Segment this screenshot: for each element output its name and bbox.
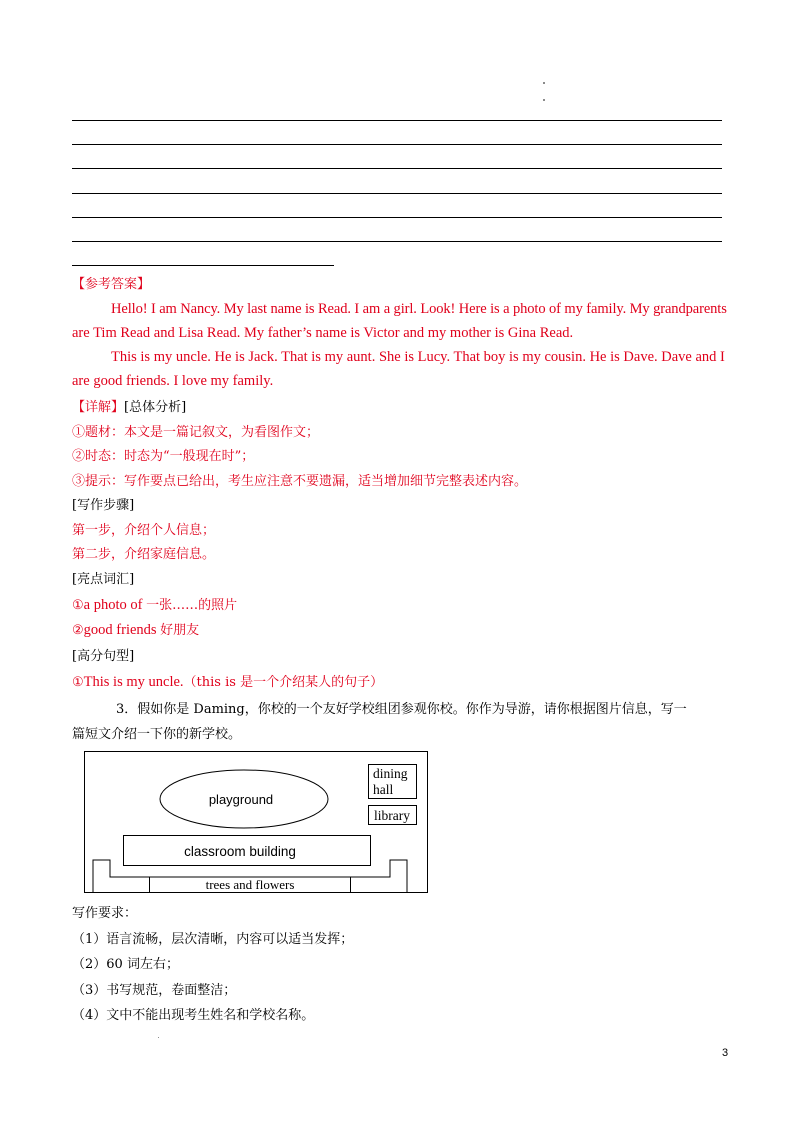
sentence-item-1 (72, 673, 383, 692)
scan-mark (543, 82, 545, 84)
writing-line (72, 120, 722, 121)
analysis-item-2: ②时态：时态为“一般现在时”； (72, 449, 255, 464)
school-map-diagram (84, 751, 428, 893)
writing-line (72, 217, 722, 218)
requirement-4: （4）文中不能出现考生姓名和学校名称。 (72, 1008, 315, 1023)
vocab-chinese: 好朋友 (160, 623, 200, 638)
library-label: library (374, 808, 410, 823)
vocab-number: ② (72, 623, 84, 638)
page-number: 3 (722, 1047, 729, 1059)
answer-header: 【参考答案】 (72, 277, 151, 292)
vocab-number: ① (72, 598, 84, 613)
answer-paragraph-2-line-2: are good friends. I love my family. (72, 373, 274, 389)
classroom-building-label: classroom building (184, 844, 296, 859)
vocab-header: [亮点词汇] (72, 572, 135, 587)
requirement-3: （3）书写规范，卷面整洁； (72, 983, 237, 998)
requirement-1: （1）语言流畅，层次清晰，内容可以适当发挥； (72, 932, 354, 947)
writing-line (72, 265, 334, 266)
sentence-english: This is my uncle. (83, 674, 184, 690)
requirement-2: （2）60 词左右； (72, 957, 179, 972)
dining-hall-label-2: hall (373, 782, 394, 797)
analysis-item-3: ③提示：写作要点已给出，考生应注意不要遗漏，适当增加细节完整表述内容。 (72, 474, 528, 489)
requirements-header: 写作要求： (72, 906, 138, 921)
sentence-chinese: （this is 是一个介绍某人的句子） (183, 675, 384, 690)
writing-step-1: 第一步，介绍个人信息； (72, 523, 216, 538)
analysis-header (72, 399, 186, 417)
writing-line (72, 144, 722, 145)
vocab-english: a photo of (83, 597, 147, 613)
vocab-item-1 (72, 596, 237, 615)
scan-mark (158, 1037, 159, 1038)
sentence-number: ① (72, 675, 84, 690)
writing-step-2: 第二步，介绍家庭信息。 (72, 547, 216, 562)
question-3-line-2: 篇短文介绍一下你的新学校。 (72, 727, 242, 742)
writing-line (72, 168, 722, 169)
detail-header: 【详解】 (72, 400, 125, 415)
writing-steps-header: [写作步骤] (72, 498, 135, 513)
analysis-item-1: ①题材：本文是一篇记叙文，为看图作文； (72, 425, 320, 440)
answer-paragraph-1-line-2: are Tim Read and Lisa Read. My father’s name is Victor and my mother is Gina Read. (72, 325, 574, 341)
vocab-english: good friends (83, 622, 161, 638)
vocab-chinese: 一张……的照片 (146, 598, 238, 613)
trees-and-flowers-label: trees and flowers (205, 877, 295, 892)
overall-analysis-header: [总体分析] (124, 400, 187, 415)
playground-label: playground (208, 792, 274, 807)
answer-paragraph-2-line-1: This is my uncle. He is Jack. That is my aunt. She is Lucy. That boy is my cousin. He is Dave. Dave and I (111, 349, 725, 365)
writing-line (72, 241, 722, 242)
sentence-header: [高分句型] (72, 649, 135, 664)
scan-mark (543, 99, 545, 101)
answer-paragraph-1-line-1: Hello! I am Nancy. My last name is Read. I am a girl. Look! Here is a photo of my family. My grandparents (111, 301, 727, 317)
vocab-item-2 (72, 621, 199, 640)
writing-line (72, 193, 722, 194)
question-3-line-1: 3．假如你是 Daming，你校的一个友好学校组团参观你校。你作为导游，请你根据图片信息，写一 (116, 702, 687, 717)
dining-hall-label-1: dining (373, 766, 408, 781)
